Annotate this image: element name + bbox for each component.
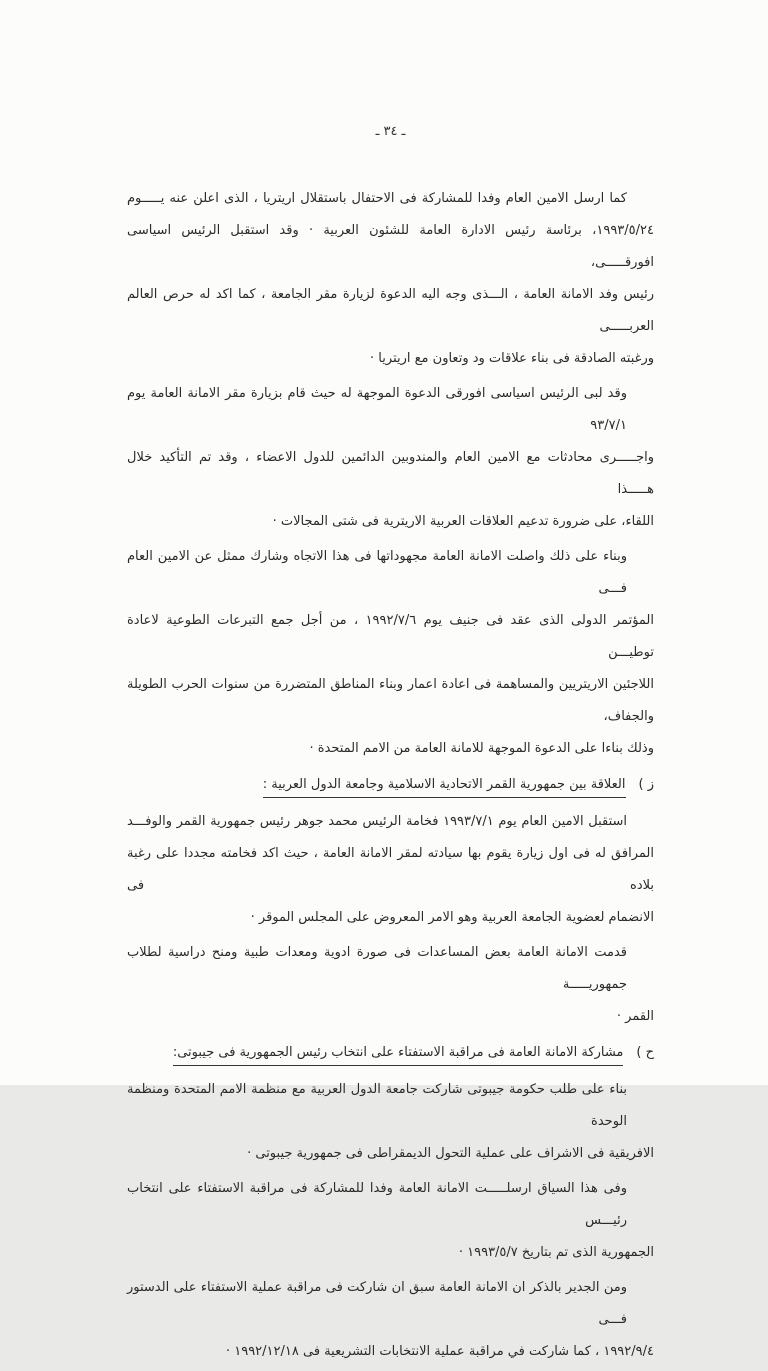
- section-heading: [127, 1037, 654, 1069]
- body-line: استقبل الامين العام يوم ١٩٩٣/٧/١ فخامة الرئيس محمد جوهر رئيس جمهورية القمر والوفـــد: [127, 814, 627, 829]
- section-marker: ح ): [636, 1045, 654, 1060]
- body-line: الافريقية فى الاشراف على عملية التحول الديمقراطى فى جمهورية جيبوتى ·: [247, 1146, 654, 1161]
- paragraph: [127, 541, 654, 765]
- body-line: ورغبته الصادقة فى بناء علاقات ود وتعاون مع اريتريا ·: [370, 351, 654, 366]
- text-block: [127, 183, 654, 1371]
- body-line: القمر ·: [616, 1009, 654, 1024]
- body-line: الجمهورية الذى تم بتاريخ ١٩٩٣/٥/٧ ·: [458, 1245, 654, 1260]
- body-line: قدمت الامانة العامة بعض المساعدات فى صورة ادوية ومعدات طبية ومنح دراسية لطلاب جمهوريـــــة: [127, 945, 627, 992]
- body-line: اللقاء، على ضرورة تدعيم العلاقات العربية الاريترية فى شتى المجالات ·: [272, 514, 654, 529]
- body-line: ومن الجدير بالذكر ان الامانة العامة سبق ان شاركت فى مراقبة عملية الاستفتاء على الدستور فـــى: [127, 1280, 627, 1327]
- paragraph: [127, 1173, 654, 1269]
- paragraph: [127, 378, 654, 538]
- body-line: ١٩٩٣/٥/٢٤، برئاسة رئيس الادارة العامة للشئون العربية · وقد استقبل الرئيس اسياسى افورقـــــى،: [127, 223, 654, 270]
- section-heading-text: مشاركة الامانة العامة فى مراقبة الاستفتاء على انتخاب رئيس الجمهورية فى جيبوتى:: [173, 1045, 624, 1066]
- body-line: الانضمام لعضوية الجامعة العربية وهو الامر المعروض على المجلس الموقر ·: [250, 910, 654, 925]
- body-line: بناء على طلب حكومة جيبوتى شاركت جامعة الدول العربية مع منظمة الامم المتحدة ومنظمة الوحدة: [127, 1082, 627, 1129]
- paragraph: [127, 1074, 654, 1170]
- body-line: المرافق له فى اول زيارة يقوم بها سيادته لمقر الامانة العامة ، حيث اكد فخامته مجددا على رغبة بلاده فى: [127, 846, 654, 893]
- paragraph: [127, 183, 654, 375]
- paragraph: [127, 806, 654, 934]
- paragraph: [127, 1272, 654, 1368]
- paragraph: [127, 937, 654, 1033]
- body-line: وبناء على ذلك واصلت الامانة العامة مجهوداتها فى هذا الاتجاه وشارك ممثل عن الامين العام فـــى: [127, 549, 627, 596]
- body-line: وفى هذا السياق ارسلـــــت الامانة العامة وفدا للمشاركة فى مراقبة الاستفتاء على انتخاب رئيـــس: [127, 1181, 627, 1228]
- body-line: واجـــــرى محادثات مع الامين العام والمندوبين الدائمين للدول الاعضاء ، وقد تم التأكيد خلال هـــــذا: [127, 450, 654, 497]
- page-number: ـ ٣٤ ـ: [375, 124, 406, 139]
- body-line: وقد لبى الرئيس اسياسى افورقى الدعوة الموجهة له حيث قام بزيارة مقر الامانة العامة يوم ٩٣/٧/١: [127, 386, 627, 433]
- section-heading: [127, 769, 654, 801]
- section-heading-text: العلاقة بين جمهورية القمر الاتحادية الاسلامية وجامعة الدول العربية :: [263, 777, 626, 798]
- body-line: اللاجئين الاريتريين والمساهمة فى اعادة اعمار وبناء المناطق المتضررة من سنوات الحرب الطويلة والجفاف،: [127, 677, 654, 724]
- section-marker: ز ): [638, 777, 654, 792]
- body-line: المؤتمر الدولى الذى عقد فى جنيف يوم ١٩٩٢/٧/٦ ، من أجل جمع التبرعات الطوعية لاعادة توطيـــن: [127, 613, 654, 660]
- body-line: كما ارسل الامين العام وفدا للمشاركة فى الاحتفال باستقلال اريتريا ، الذى اعلن عنه يـــــوم: [127, 191, 627, 206]
- body-line: ١٩٩٢/٩/٤ ، كما شاركت في مراقبة عملية الانتخابات التشريعية فى ١٩٩٢/١٢/١٨ ·: [225, 1344, 654, 1359]
- body-line: رئيس وفد الامانة العامة ، الـــذى وجه اليه الدعوة لزيارة مقر الجامعة ، كما اكد له حرص العالم العربـــــى: [127, 287, 654, 334]
- body-line: وذلك بناءا على الدعوة الموجهة للامانة العامة من الامم المتحدة ·: [309, 741, 654, 756]
